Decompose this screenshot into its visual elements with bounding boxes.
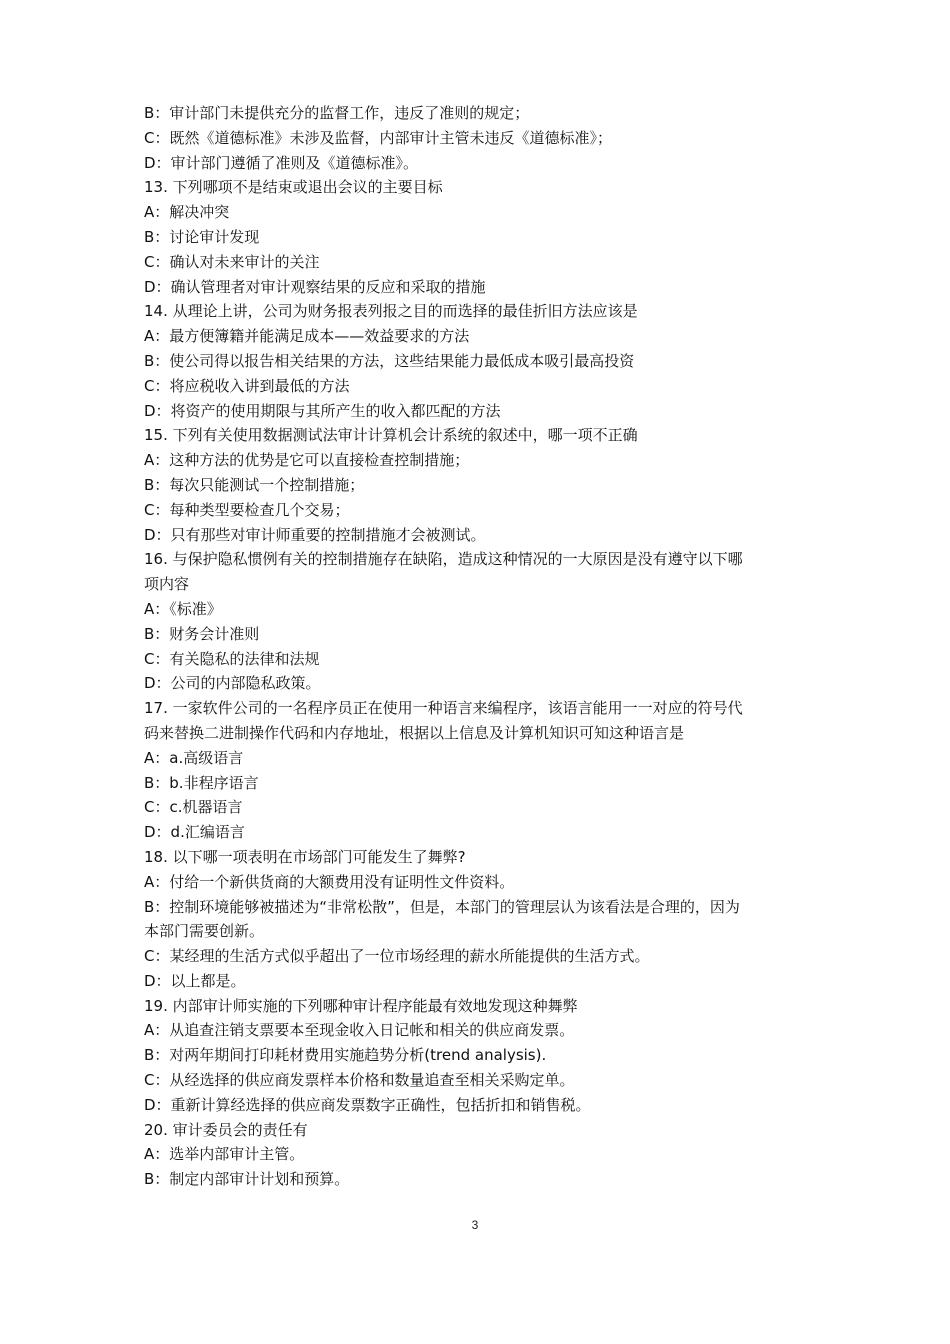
- option-b: B：使公司得以报告相关结果的方法，这些结果能力最低成本吸引最高投资: [144, 351, 635, 370]
- text-line: B：审计部门未提供充分的监督工作，违反了准则的规定；: [144, 104, 530, 122]
- question-19: 19. 内部审计师实施的下列哪种审计程序能最有效地发现这种舞弊: [144, 996, 578, 1015]
- option-d: D：公司的内部隐私政策。: [144, 674, 321, 693]
- option-b: B：讨论审计发现: [144, 227, 260, 246]
- option-c: C：c.机器语言: [144, 798, 243, 817]
- option-a: A：付给一个新供货商的大额费用没有证明性文件资料。: [144, 872, 515, 891]
- document-body: [144, 101, 820, 1192]
- text-line: D：审计部门遵循了准则及《道德标准》。: [144, 153, 419, 172]
- question-18: 18. 以下哪一项表明在市场部门可能发生了舞弊?: [144, 847, 466, 866]
- option-a: A：a.高级语言: [144, 748, 244, 767]
- text-line: C：既然《道德标准》未涉及监督，内部审计主管未违反《道德标准》；: [144, 128, 612, 147]
- question-16: 16. 与保护隐私惯例有关的控制措施存在缺陷，造成这种情况的一大原因是没有遵守以下哪: [144, 550, 743, 569]
- option-a: A：从追查注销支票要本至现金收入日记帐和相关的供应商发票。: [144, 1021, 575, 1040]
- option-c: C：确认对未来审计的关注: [144, 252, 320, 271]
- option-d: D：只有那些对审计师重要的控制措施才会被测试。: [144, 525, 486, 544]
- option-b: B：b.非程序语言: [144, 773, 259, 792]
- option-a: A：选举内部审计主管。: [144, 1145, 305, 1164]
- option-a: A：最方便簿籍并能满足成本——效益要求的方法: [144, 327, 470, 346]
- question-15: 15. 下列有关使用数据测试法审计计算机会计系统的叙述中，哪一项不正确: [144, 426, 638, 445]
- page-number: 3: [471, 1218, 479, 1232]
- option-a: A：《标准》: [144, 599, 222, 618]
- option-c: C：某经理的生活方式似乎超出了一位市场经理的薪水所能提供的生活方式。: [144, 947, 650, 966]
- question-17-continued: 码来替换二进制操作代码和内存地址，根据以上信息及计算机知识可知这种语言是: [144, 723, 685, 742]
- option-c: C：每种类型要检查几个交易；: [144, 500, 350, 519]
- question-16-continued: 项内容: [144, 575, 190, 594]
- option-a: A：这种方法的优势是它可以直接检查控制措施；: [144, 451, 470, 470]
- option-b: B：每次只能测试一个控制措施；: [144, 475, 365, 494]
- option-d: D：d.汇编语言: [144, 823, 245, 842]
- option-b-continued: 本部门需要创新。: [144, 922, 265, 941]
- question-14: 14. 从理论上讲，公司为财务报表列报之目的而选择的最佳折旧方法应该是: [144, 302, 638, 321]
- option-c: C：将应税收入讲到最低的方法: [144, 376, 350, 395]
- option-b: B：财务会计准则: [144, 624, 260, 643]
- option-b: B：控制环境能够被描述为“非常松散”，但是，本部门的管理层认为该看法是合理的，因为: [144, 897, 740, 916]
- option-b: B：对两年期间打印耗材费用实施趋势分析(trend analysis).: [144, 1046, 547, 1065]
- option-d: D：将资产的使用期限与其所产生的收入都匹配的方法: [144, 401, 501, 420]
- option-b: B：制定内部审计计划和预算。: [144, 1170, 350, 1189]
- question-20: 20. 审计委员会的责任有: [144, 1120, 308, 1139]
- option-a: A：解决冲突: [144, 203, 230, 222]
- option-c: C：从经选择的供应商发票样本价格和数量追查至相关采购定单。: [144, 1071, 575, 1090]
- question-17: 17. 一家软件公司的一名程序员正在使用一种语言来编程序，该语言能用一一对应的符号代: [144, 699, 743, 718]
- option-d: D：以上都是。: [144, 971, 246, 990]
- option-c: C：有关隐私的法律和法规: [144, 649, 320, 668]
- question-13: 13. 下列哪项不是结束或退出会议的主要目标: [144, 178, 443, 197]
- option-d: D：重新计算经选择的供应商发票数字正确性，包括折扣和销售税。: [144, 1095, 591, 1114]
- option-d: D：确认管理者对审计观察结果的反应和采取的措施: [144, 277, 486, 296]
